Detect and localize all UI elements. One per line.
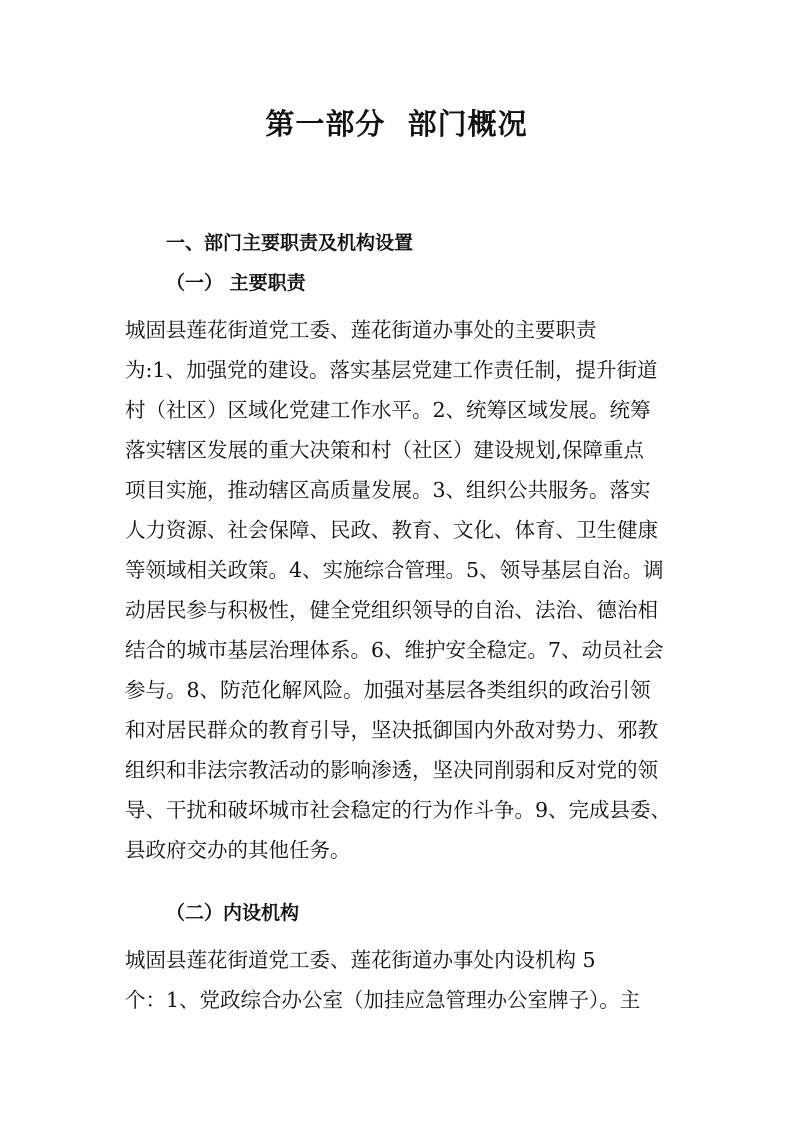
text-line: 和对居民群众的教育引导，坚决抵御国内外敌对势力、邪教	[125, 718, 658, 742]
page-title: 第一部分 部门概况	[265, 107, 528, 141]
text-line: 县政府交办的其他任务。	[125, 838, 351, 862]
text-line: 动居民参与积极性，健全党组织领导的自治、法治、德治相	[125, 598, 658, 622]
subsection-heading-main-duties: （一） 主要职责	[166, 272, 306, 294]
text-line: 项目实施，推动辖区高质量发展。3、组织公共服务。落实	[125, 478, 651, 502]
paragraph-internal-structure	[125, 940, 685, 1020]
subsection-heading-internal-structure: （二）内设机构	[166, 902, 300, 924]
section-heading-responsibilities-and-structure: 一、部门主要职责及机构设置	[166, 232, 414, 254]
text-line: 为:1、加强党的建设。落实基层党建工作责任制，提升街道	[125, 358, 658, 382]
text-line: 人力资源、社会保障、民政、教育、文化、体育、卫生健康	[125, 518, 658, 542]
text-line: 参与。8、防范化解风险。加强对基层各类组织的政治引领	[125, 678, 651, 702]
text-line: 导、干扰和破坏城市社会稳定的行为作斗争。9、完成县委、	[125, 798, 672, 822]
text-line: 结合的城市基层治理体系。6、维护安全稳定。7、动员社会	[125, 638, 664, 662]
text-line: 城固县莲花街道党工委、莲花街道办事处内设机构 5	[125, 948, 596, 972]
text-line: 等领域相关政策。4、实施综合管理。5、领导基层自治。调	[125, 558, 664, 582]
text-line: 村（社区）区域化党建工作水平。2、统筹区域发展。统筹	[125, 398, 651, 422]
paragraph-main-duties	[125, 310, 685, 870]
text-line: 城固县莲花街道党工委、莲花街道办事处的主要职责	[125, 318, 597, 342]
text-line: 个：1、党政综合办公室（加挂应急管理办公室牌子）。主	[125, 988, 641, 1012]
text-line: 落实辖区发展的重大决策和村（社区）建设规划,保障重点	[125, 438, 645, 462]
text-line: 组织和非法宗教活动的影响渗透，坚决同削弱和反对党的领	[125, 758, 658, 782]
